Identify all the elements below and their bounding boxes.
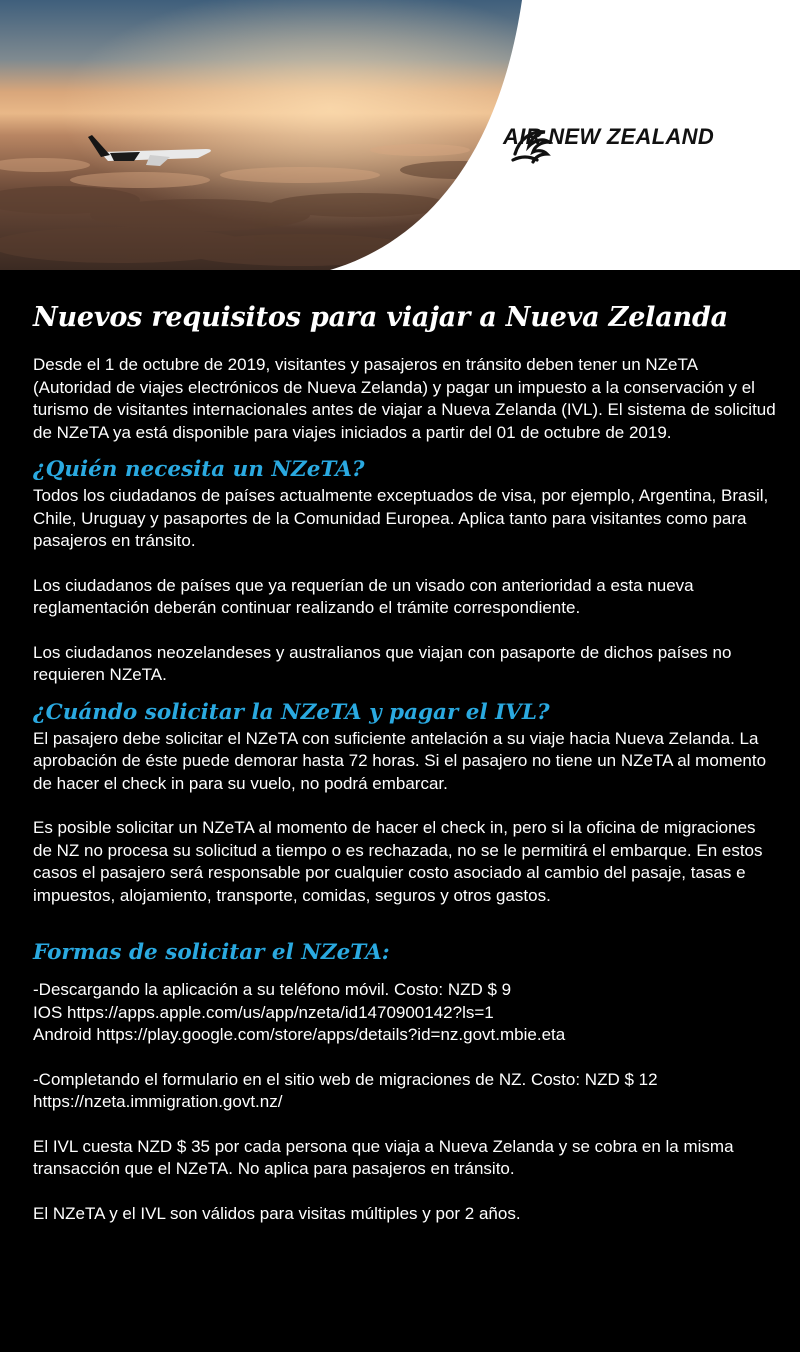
quien-paragraph-3: Los ciudadanos neozelandeses y australianos que viajan con pasaporte de dichos países no requieren NZeTA. xyxy=(33,642,732,684)
quien-paragraph-2: Los ciudadanos de países que ya requerían de un visado con anterioridad a esta nueva reglamentación deberán continuar realizando el trámite correspondiente. xyxy=(33,575,694,617)
android-link[interactable]: Android https://play.google.com/store/apps/details?id=nz.govt.mbie.eta xyxy=(33,1025,566,1044)
formas-web-block xyxy=(33,1069,778,1114)
heading-quien-necesita: ¿Quién necesita un NZeTA? xyxy=(33,457,365,482)
air-new-zealand-logo xyxy=(503,124,714,150)
page-title: Nuevos requisitos para viajar a Nueva Zelanda xyxy=(33,302,728,333)
heading-cuando-solicitar: ¿Cuándo solicitar la NZeTA y pagar el IVL? xyxy=(33,699,550,725)
quien-paragraph-1: Todos los ciudadanos de países actualmente exceptuados de visa, por ejemplo, Argentina, Brasil, Chile, Uruguay y pasaportes de la Comunidad Europea. Aplica tanto para visitantes como para pasajeros en tránsito. xyxy=(33,486,769,550)
ivl-paragraph: El IVL cuesta NZD $ 35 por cada persona que viaja a Nueva Zelanda y se cobra en la misma transacción que el NZeTA. No aplica para pasajeros en tránsito. xyxy=(33,1136,734,1178)
formas-app-block xyxy=(33,979,778,1047)
brand-name: AIR NEW ZEALAND xyxy=(503,124,715,149)
app-cost-line: -Descargando la aplicación a su teléfono móvil. Costo: NZD $ 9 xyxy=(33,980,512,999)
web-cost-line: -Completando el formulario en el sitio web de migraciones de NZ. Costo: NZD $ 12 xyxy=(33,1069,658,1089)
intro-paragraph: Desde el 1 de octubre de 2019, visitantes y pasajeros en tránsito deben tener un NZeTA (Autoridad de viajes electrónicos de Nueva Zelanda) y pagar un impuesto a la conservación y el turismo de visitantes internacionales antes de viajar a Nueva Zelanda (IVL). El sistema de solicitud de NZeTA ya está disponible para viajes iniciados a partir del 01 de octubre de 2019. xyxy=(33,355,776,442)
ios-link[interactable]: IOS https://apps.apple.com/us/app/nzeta/id1470900142?ls=1 xyxy=(33,1002,494,1022)
validity-paragraph: El NZeTA y el IVL son válidos para visitas múltiples y por 2 años. xyxy=(33,1203,521,1223)
koru-icon xyxy=(509,124,553,164)
cuando-paragraph-2: Es posible solicitar un NZeTA al momento de hacer el check in, pero si la oficina de migraciones de NZ no procesa su solicitud a tiempo o es rechazada, no se le permitirá el embarque. En estos casos el pasajero será responsable por cualquier costo asociado al cambio del pasaje, tasas e impuestos, alojamiento, transporte, comidas, seguros y otros gastos. xyxy=(33,818,763,905)
main-content xyxy=(33,270,778,1225)
hero-banner xyxy=(0,0,800,270)
cuando-paragraph-1: El pasajero debe solicitar el NZeTA con suficiente antelación a su viaje hacia Nueva Zelanda. La aprobación de éste puede demorar hasta 72 horas. Si el pasajero no tiene un NZeTA al momento de hacer el check in para su vuelo, no podrá embarcar. xyxy=(33,728,767,793)
nzeta-website-link[interactable]: https://nzeta.immigration.govt.nz/ xyxy=(33,1092,283,1111)
heading-formas-solicitar: Formas de solicitar el NZeTA: xyxy=(33,940,390,965)
